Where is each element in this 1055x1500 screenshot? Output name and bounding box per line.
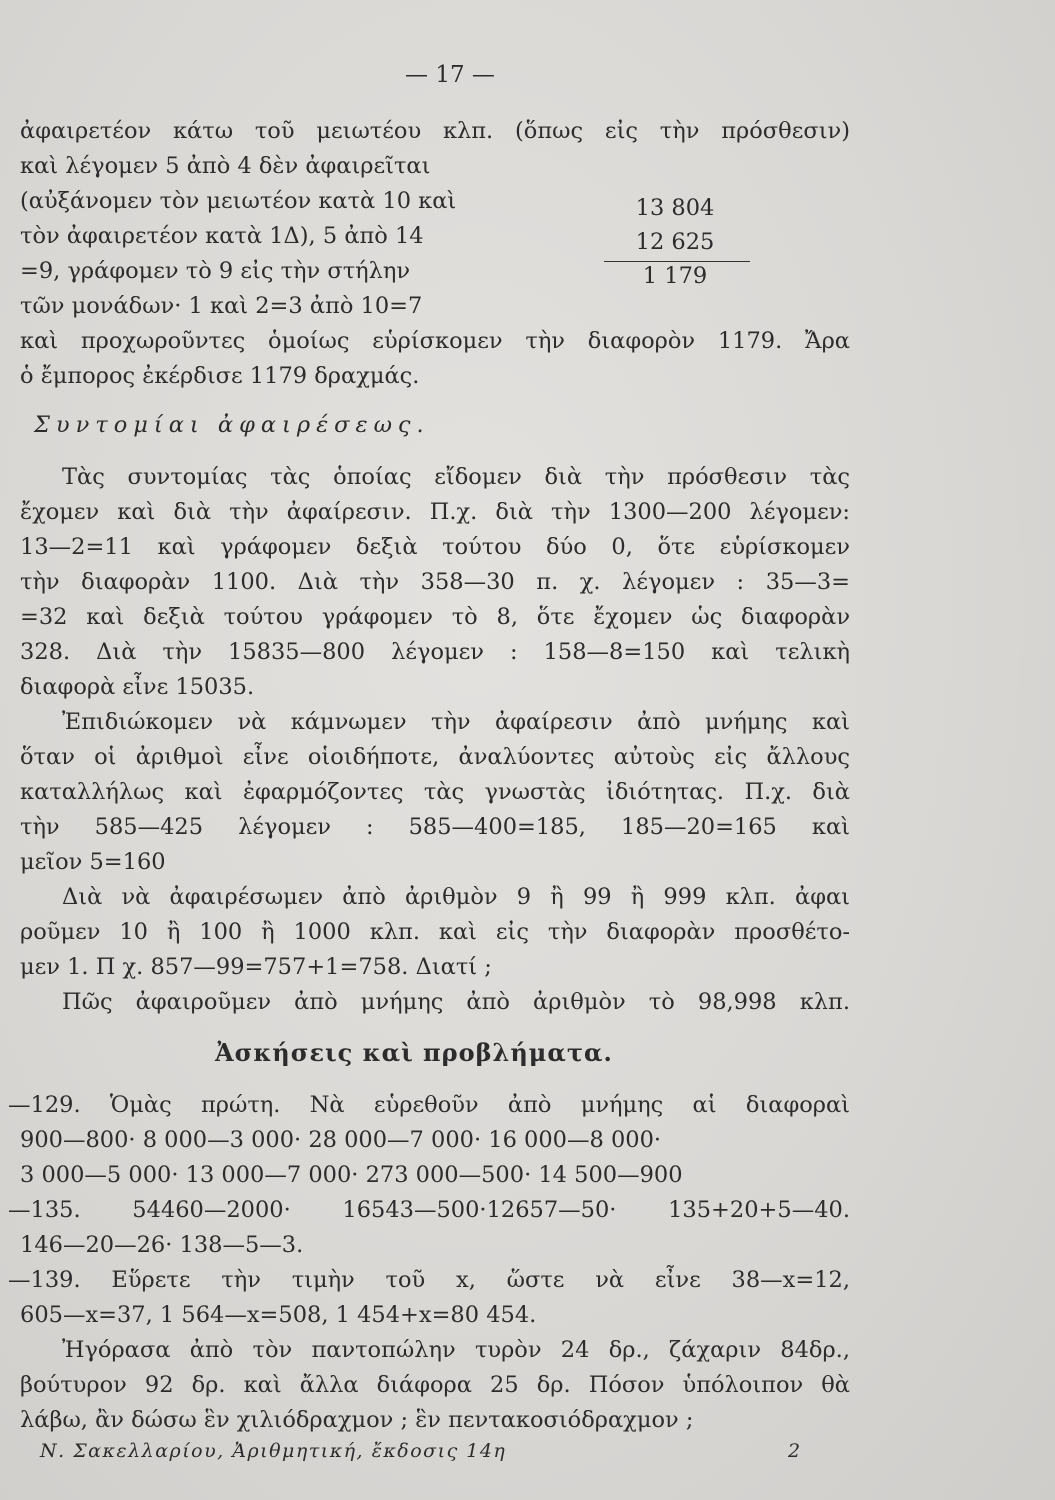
text-line: τὴν διαφορὰν 1100. Διὰ τὴν 358—30 π. χ. λέγομεν : 35—3= xyxy=(20,569,850,595)
subtrahend: 12 625 xyxy=(635,229,715,255)
text-line: καταλλήλως καὶ ἐφαρμόζοντες τὰς γνωστὰς ἰδιότητας. Π.χ. διὰ xyxy=(20,779,850,805)
exercise-line: —139. Εὕρετε τὴν τιμὴν τοῦ x, ὥστε νὰ εἶνε 38—x=12, xyxy=(8,1267,850,1293)
text-line: =9, γράφομεν τὸ 9 εἰς τὴν στήλην xyxy=(20,258,411,284)
text-line: καὶ λέγομεν 5 ἀπὸ 4 δὲν ἀφαιρεῖται xyxy=(20,153,431,179)
text-line: ὅταν οἱ ἀριθμοὶ εἶνε οἱοιδήποτε, ἀναλύοντες αὐτοὺς εἰς ἄλλους xyxy=(20,744,850,770)
page-number: — 17 — xyxy=(405,62,495,88)
exercise-line: Ἠγόρασα ἀπὸ τὸν παντοπώλην τυρὸν 24 δρ., ζάχαριν 84δρ., xyxy=(62,1337,850,1363)
text-line: ἔχομεν καὶ διὰ τὴν ἀφαίρεσιν. Π.χ. διὰ τὴν 1300—200 λέγομεν: xyxy=(20,499,850,525)
text-line: ὁ ἔμπορος ἐκέρδισε 1179 δραχμάς. xyxy=(20,363,420,389)
text-line: διαφορὰ εἶνε 15035. xyxy=(20,674,255,700)
exercise-line: —135. 54460—2000· 16543—500·12657—50· 135+20+5—40. xyxy=(8,1197,850,1223)
text-line: τὸν ἀφαιρετέον κατὰ 1Δ), 5 ἀπὸ 14 xyxy=(20,223,424,249)
exercise-line: 605—x=37, 1 564—x=508, 1 454+x=80 454. xyxy=(20,1302,537,1328)
difference: 1 179 xyxy=(642,263,708,289)
text-line: 328. Διὰ τὴν 15835—800 λέγομεν : 158—8=150 καὶ τελικὴ xyxy=(20,639,850,665)
exercise-line: —129. Ὁμὰς πρώτη. Νὰ εὑρεθοῦν ἀπὸ μνήμης αἱ διαφοραὶ xyxy=(8,1092,850,1118)
exercise-line: βούτυρον 92 δρ. καὶ ἄλλα διάφορα 25 δρ. Πόσον ὑπόλοιπον θὰ xyxy=(20,1372,850,1398)
exercise-line: λάβω, ἂν δώσω ἓν χιλιόδραχμον ; ἓν πεντακοσιόδραχμον ; xyxy=(20,1407,694,1433)
text-line: ροῦμεν 10 ἢ 100 ἢ 1000 κλπ. καὶ εἰς τὴν διαφορὰν προσθέτο- xyxy=(20,919,850,945)
text-line: =32 καὶ δεξιὰ τούτου γράφομεν τὸ 8, ὅτε ἔχομεν ὡς διαφορὰν xyxy=(20,604,850,630)
exercise-line: 900—800· 8 000—3 000· 28 000—7 000· 16 000—8 000· xyxy=(20,1127,662,1153)
text-line: μεν 1. Π χ. 857—99=757+1=758. Διατί ; xyxy=(20,954,492,980)
text-line: ἀφαιρετέον κάτω τοῦ μειωτέου κλπ. (ὅπως εἰς τὴν πρόσθεσιν) xyxy=(20,118,850,144)
minuend: 13 804 xyxy=(635,195,715,221)
text-line: τὴν 585—425 λέγομεν : 585—400=185, 185—20=165 καὶ xyxy=(20,814,850,840)
section-heading: Συντομίαι ἀφαιρέσεως. xyxy=(34,412,430,438)
text-line: Διὰ νὰ ἀφαιρέσωμεν ἀπὸ ἀριθμὸν 9 ἢ 99 ἢ 999 κλπ. ἀφαι xyxy=(62,884,850,910)
text-line: καὶ προχωροῦντες ὁμοίως εὑρίσκομεν τὴν διαφορὸν 1179. Ἄρα xyxy=(20,328,850,354)
exercise-line: 3 000—5 000· 13 000—7 000· 273 000—500· 14 500—900 xyxy=(20,1162,683,1188)
text-line: μεῖον 5=160 xyxy=(20,849,166,875)
section-heading: Ἀσκήσεις καὶ προβλήματα. xyxy=(215,1038,613,1067)
text-line: Τὰς συντομίας τὰς ὁποίας εἴδομεν διὰ τὴν πρόσθεσιν τὰς xyxy=(62,464,850,490)
text-line: 13—2=11 καὶ γράφομεν δεξιὰ τούτου δύο 0, ὅτε εὑρίσκομεν xyxy=(20,534,850,560)
text-line: τῶν μονάδων· 1 καὶ 2=3 ἀπὸ 10=7 xyxy=(20,293,423,319)
footer-citation: Ν. Σακελλαρίου, Ἀριθμητική, ἔκδοσις 14η xyxy=(40,1440,507,1462)
exercise-line: 146—20—26· 138—5—3. xyxy=(20,1232,304,1258)
footer-signature-mark: 2 xyxy=(788,1440,801,1462)
text-line: Πῶς ἀφαιροῦμεν ἀπὸ μνήμης ἀπὸ ἀριθμὸν τὸ 98,998 κλπ. xyxy=(62,989,850,1015)
text-line: Ἐπιδιώκομεν νὰ κάμνωμεν τὴν ἀφαίρεσιν ἀπὸ μνήμης καὶ xyxy=(62,709,850,735)
text-line: (αὐξάνομεν τὸν μειωτέον κατὰ 10 καὶ xyxy=(20,188,457,214)
